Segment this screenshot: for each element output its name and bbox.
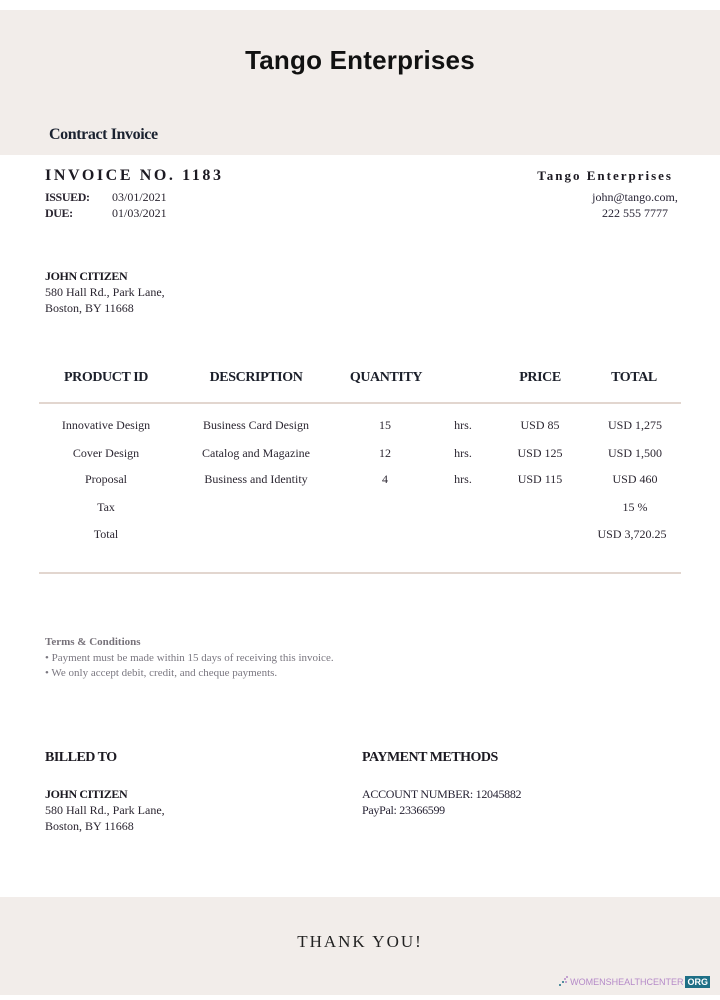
cell-description: Catalog and Magazine — [202, 446, 310, 460]
brand-title: Tango Enterprises — [245, 45, 475, 75]
billed-to-name: JOHN CITIZEN — [45, 787, 128, 801]
tax-label: Tax — [97, 500, 115, 514]
table-top-divider — [39, 402, 681, 404]
grand-total-label: Total — [93, 527, 119, 541]
cell-product: Proposal — [85, 472, 127, 486]
billed-to-address — [45, 786, 165, 834]
cell-quantity: 12 — [379, 446, 391, 460]
cell-unit: hrs. — [454, 472, 472, 486]
invoice-number: INVOICE NO. 1183 — [45, 167, 224, 184]
watermark-text: WOMENSHEALTHCENTER — [570, 977, 684, 987]
cell-total: USD 1,275 — [607, 418, 662, 432]
billed-to-heading: BILLED TO — [45, 750, 117, 765]
column-header-price: PRICE — [519, 370, 561, 385]
column-header-product-id: PRODUCT ID — [63, 370, 149, 385]
terms-section — [45, 635, 334, 682]
cell-quantity: 4 — [382, 472, 388, 486]
client-address-line2: Boston, BY 11668 — [45, 301, 134, 315]
cell-unit: hrs. — [454, 446, 472, 460]
cell-quantity: 15 — [379, 418, 391, 432]
tax-value: 15 % — [622, 500, 648, 514]
column-header-quantity: QUANTITY — [349, 370, 423, 385]
billed-to-address-line1: 580 Hall Rd., Park Lane, — [45, 803, 165, 817]
cell-price: USD 85 — [520, 418, 560, 432]
client-address-line1: 580 Hall Rd., Park Lane, — [45, 285, 165, 299]
company-email: john@tango.com, — [592, 190, 678, 204]
cell-price: USD 125 — [517, 446, 563, 460]
terms-item: • Payment must be made within 15 days of receiving this invoice. — [45, 651, 334, 664]
client-name: JOHN CITIZEN — [45, 269, 128, 283]
client-address — [45, 268, 165, 316]
cell-total: USD 1,500 — [607, 446, 662, 460]
company-phone: 222 555 7777 — [602, 206, 668, 220]
watermark — [558, 975, 710, 989]
table-bottom-divider — [39, 572, 681, 574]
column-header-total: TOTAL — [611, 370, 657, 385]
payment-methods-details — [362, 786, 521, 818]
cell-unit: hrs. — [454, 418, 472, 432]
due-date: 01/03/2021 — [112, 206, 167, 220]
billed-to-address-line2: Boston, BY 11668 — [45, 819, 134, 833]
issued-label: ISSUED: — [45, 190, 90, 204]
column-header-description: DESCRIPTION — [209, 370, 303, 385]
cell-product: Innovative Design — [61, 418, 151, 432]
cell-price: USD 115 — [517, 472, 563, 486]
due-row — [45, 206, 167, 221]
terms-item: • We only accept debit, credit, and cheque payments. — [45, 667, 278, 679]
grand-total-value: USD 3,720.25 — [597, 527, 667, 541]
cell-product: Cover Design — [72, 446, 140, 460]
issued-date: 03/01/2021 — [112, 190, 167, 204]
payment-methods-heading: PAYMENT METHODS — [362, 750, 498, 765]
account-number: ACCOUNT NUMBER: 12045882 — [362, 787, 522, 801]
terms-title: Terms & Conditions — [45, 636, 141, 648]
cell-total: USD 460 — [612, 472, 658, 486]
due-label: DUE: — [45, 206, 73, 220]
issued-row — [45, 190, 167, 205]
company-name: Tango Enterprises — [537, 168, 673, 183]
watermark-badge: ORG — [687, 977, 708, 987]
cell-description: Business and Identity — [204, 472, 308, 486]
dots-logo-icon — [558, 976, 568, 988]
cell-description: Business Card Design — [203, 418, 309, 432]
document-type: Contract Invoice — [49, 126, 158, 143]
paypal-id: PayPal: 23366599 — [362, 803, 445, 817]
thank-you-message: THANK YOU! — [297, 932, 423, 951]
